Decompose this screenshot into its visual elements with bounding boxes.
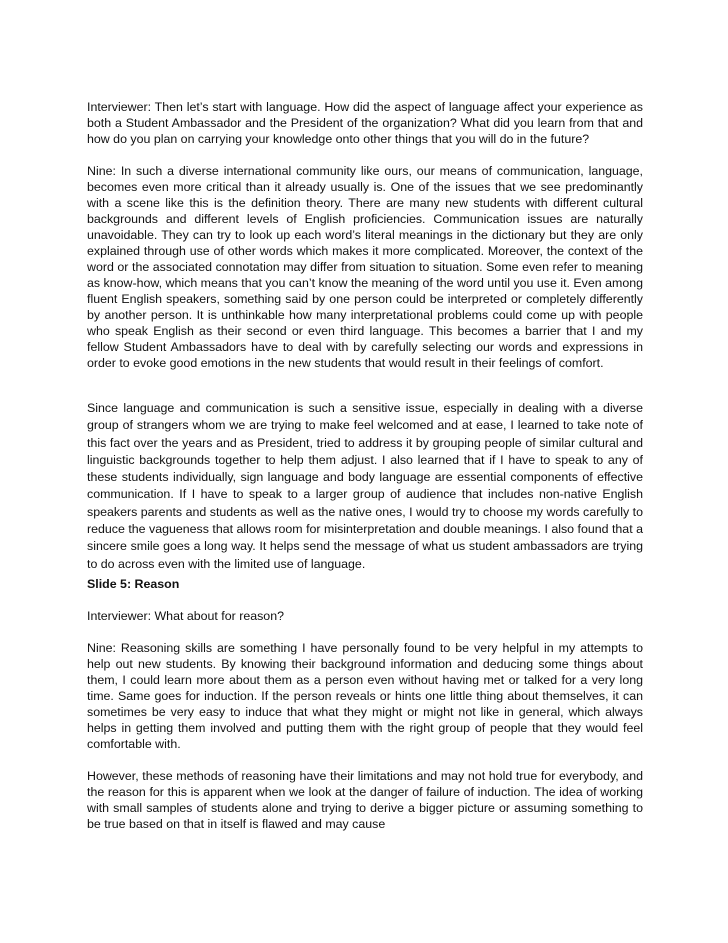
section-heading: Slide 5: Reason bbox=[87, 576, 180, 591]
interviewer-question-language: Interviewer: Then let’s start with language. How did the aspect of language affect your experience as both a Student Ambassador and the President of the organization? What did you learn from that and how do you plan on carrying your knowledge onto other things that you will do in the future? bbox=[87, 100, 643, 146]
reasoning-limitations-paragraph: However, these methods of reasoning have their limitations and may not hold true for everybody, and the reason for this is apparent when we look at the danger of failure of induction. The idea of working with small samples of students alone and trying to derive a bigger picture or assuming something to be true based on that in itself is flawed and may cause bbox=[87, 768, 643, 831]
document-page bbox=[87, 99, 643, 832]
nine-answer-reason: Nine: Reasoning skills are something I have personally found to be very helpful in my attempts to help out new students. By knowing their background information and deducing some things about them, I could learn more about them as a person even without having met or talked for a very long time. Same goes for induction. If the person reveals or hints one little thing about themselves, it can sometimes be very easy to induce that what they might or might not like in general, which always helps in getting them involved and putting them with the right group of people that they would feel comfortable with. bbox=[87, 640, 643, 751]
language-reflection-paragraph: Since language and communication is such a sensitive issue, especially in dealing with a diverse group of strangers whom we are trying to make feel welcomed and at ease, I learned to take note of this fact over the years and as President, tried to address it by grouping people of similar cultural and linguistic backgrounds together to help them adjust. I also learned that if I have to speak to any of these students individually, sign language and body language are essential components of effective communication. If I have to speak to a larger group of audience that includes non-native English speakers parents and students as well as the native ones, I would try to choose my words carefully to reduce the vagueness that allows room for misinterpretation and double meanings. I also found that a sincere smile goes a long way. It helps send the message of what us student ambassadors are trying to do across even with the limited use of language. bbox=[87, 401, 643, 571]
nine-answer-language: Nine: In such a diverse international community like ours, our means of communication, language, becomes even more critical than it already usually is. One of the issues that we see predominantly with a scene like this is the definition theory. There are many new students with different cultural backgrounds and different levels of English proficiencies. Communication issues are naturally unavoidable. They can try to look up each word’s literal meanings in the dictionary but they are only explained through use of other words which makes it more complicated. Moreover, the context of the word or the associated connotation may differ from situation to situation. Some even refer to meaning as know-how, which means that you can’t know the meaning of the word until you use it. Even among fluent English speakers, something said by one person could be interpreted or completely differently by another person. It is unthinkable how many interpretational problems could come up with people who speak English as their second or even third language. This becomes a barrier that I and my fellow Student Ambassadors have to deal with by carefully selecting our words and expressions in order to evoke good emotions in the new students that would result in their feelings of comfort. bbox=[87, 164, 643, 370]
interviewer-question-reason: Interviewer: What about for reason? bbox=[87, 608, 284, 623]
